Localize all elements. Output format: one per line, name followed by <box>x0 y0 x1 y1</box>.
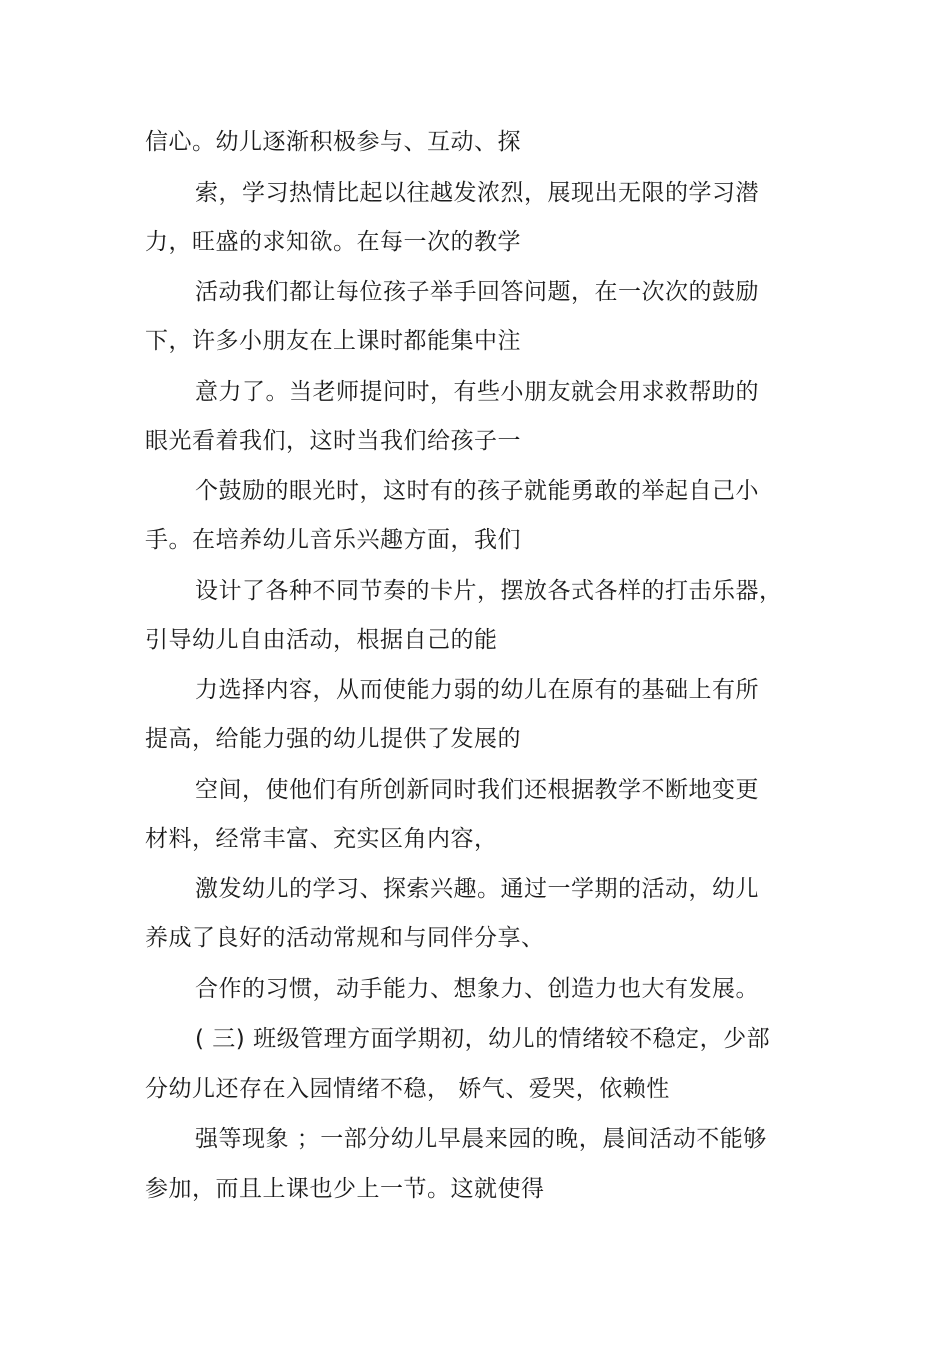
text-line: 材料，经常丰富、充实区角内容， <box>145 826 498 852</box>
text-line: 空间，使他们有所创新同时我们还根据教学不断地变更 <box>195 777 759 803</box>
text-line: 参加，而且上课也少上一节。这就使得 <box>145 1176 545 1202</box>
text-line: 养成了良好的活动常规和与同伴分享、 <box>145 925 545 951</box>
text-line: 眼光看着我们，这时当我们给孩子一 <box>145 428 521 454</box>
text-line: 分幼儿还存在入园情绪不稳， 娇气、爱哭，依赖性 <box>145 1076 670 1102</box>
text-line: 意力了。当老师提问时，有些小朋友就会用求救帮助的 <box>195 379 759 405</box>
text-line: ( 三) 班级管理方面学期初，幼儿的情绪较不稳定，少部 <box>195 1026 771 1052</box>
text-line: 手。在培养幼儿音乐兴趣方面，我们 <box>145 527 521 553</box>
text-line: 活动我们都让每位孩子举手回答问题，在一次次的鼓励 <box>195 279 759 305</box>
text-line: 激发幼儿的学习、探索兴趣。通过一学期的活动，幼儿 <box>195 876 759 902</box>
text-line: 个鼓励的眼光时，这时有的孩子就能勇敢的举起自己小 <box>195 478 759 504</box>
text-line: 索，学习热情比起以往越发浓烈，展现出无限的学习潜 <box>195 180 759 206</box>
text-line: 信心。幼儿逐渐积极参与、互动、探 <box>145 129 521 155</box>
text-line: 力选择内容，从而使能力弱的幼儿在原有的基础上有所 <box>195 677 759 703</box>
text-line: 强等现象 ；一部分幼儿早晨来园的晚，晨间活动不能够 <box>195 1126 767 1152</box>
text-line: 提高，给能力强的幼儿提供了发展的 <box>145 726 521 752</box>
text-line: 引导幼儿自由活动，根据自己的能 <box>145 627 498 653</box>
text-line: 下，许多小朋友在上课时都能集中注 <box>145 328 521 354</box>
text-line: 设计了各种不同节奏的卡片，摆放各式各样的打击乐器， <box>195 578 783 604</box>
text-line: 力，旺盛的求知欲。在每一次的教学 <box>145 229 521 255</box>
text-line: 合作的习惯，动手能力、想象力、创造力也大有发展。 <box>195 976 759 1002</box>
